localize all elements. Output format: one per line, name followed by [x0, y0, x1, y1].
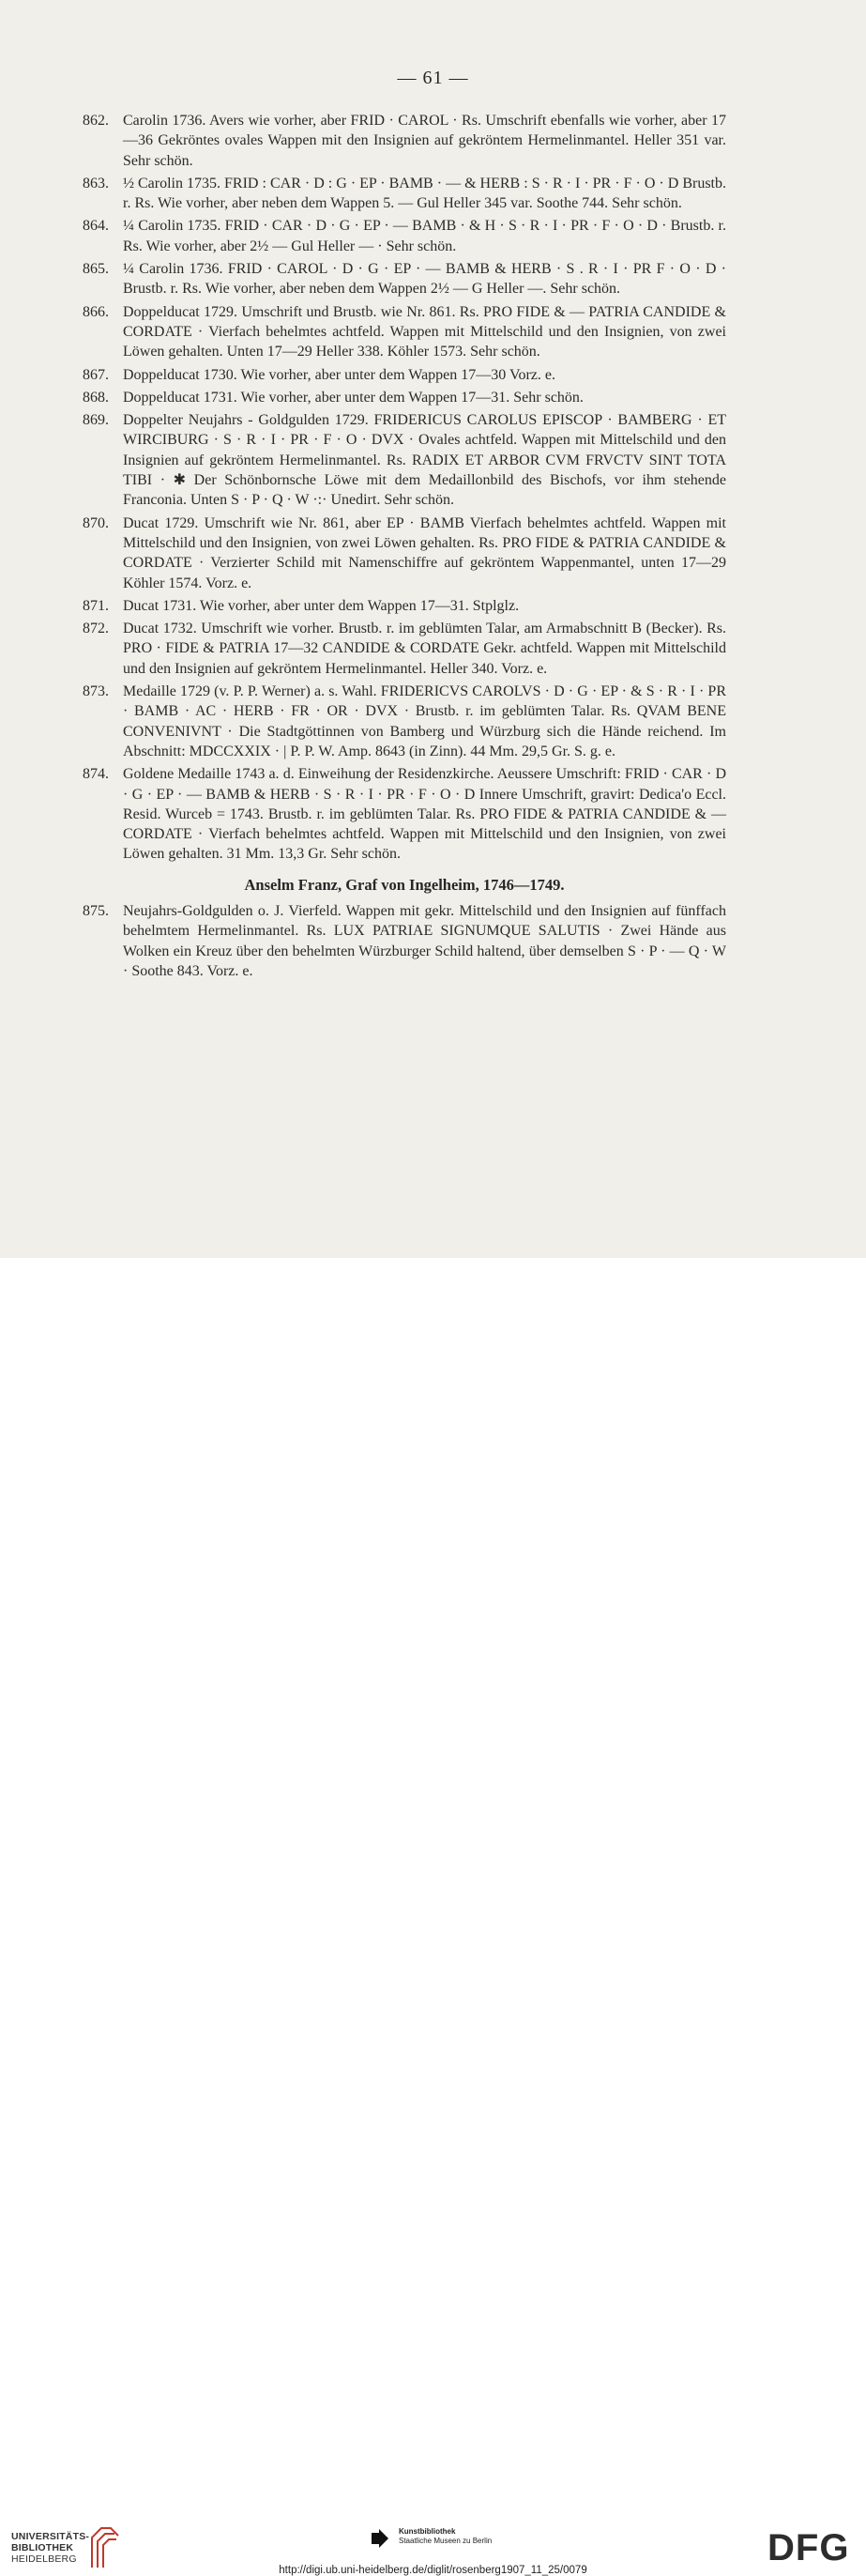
entry-number: 867. — [83, 366, 109, 383]
entry-text: Doppelducat 1730. Wie vorher, aber unter dem Wappen 17—30 Vorz. e. — [123, 366, 556, 383]
university-library-text — [11, 2531, 89, 2565]
entry-text: Medaille 1729 (v. P. P. Werner) a. s. Wahl. FRIDERICVS CAROLVS · D · G · EP · & S · R · I · PR · BAMB · AC · HERB · FR · OR · DVX · Brustb. r. im geblümten Talar. Rs. QVAM BENE CONVENIVNT · Die Stadtgöttinnen von Bamberg und Würzburg sich die Hände reichend. Im Abschnitt: MDCCXXIX · | P. P. W. Amp. 8643 (in Zinn). 44 Mm. 29,5 Gr. S. g. e. — [123, 683, 726, 759]
entry-number: 864. — [83, 218, 109, 235]
entry-number: 868. — [83, 389, 109, 406]
catalog-entry — [83, 216, 726, 256]
entry-text: Ducat 1732. Umschrift wie vorher. Brustb. r. im geblümten Talar, am Armabschnitt B (Becker). Rs. PRO · FIDE & PATRIA 17—32 CANDIDE & CORDATE Gekr. achtfeld. Wappen mit Mittelschild und den Insignien auf gekröntem Hermelinmantel. Heller 340. Vorz. e. — [123, 621, 726, 677]
entry-number: 873. — [83, 683, 109, 700]
entry-text: Ducat 1729. Umschrift wie Nr. 861, aber EP · BAMB Vierfach behelmtes achtfeld. Wappen mit Mittelschild und den Insignien, von zwei Löwen gehalten. Rs. PRO FIDE & PATRIA CANDIDE & CORDATE · Verzierter Schild mit Namenschiffre auf gekröntem Wappenmantel, unten 17—29 Köhler 1574. Vorz. e. — [123, 514, 726, 591]
catalog-entry — [83, 682, 726, 761]
footer-bar — [0, 1258, 866, 2576]
entry-text: Doppelducat 1731. Wie vorher, aber unter dem Wappen 17—31. Sehr schön. — [123, 389, 584, 406]
entry-number: 866. — [83, 303, 109, 320]
catalog-entry — [83, 365, 726, 385]
kunstbibliothek-text — [399, 2527, 492, 2546]
entry-number: 872. — [83, 621, 109, 637]
entry-text: Goldene Medaille 1743 a. d. Einweihung der Residenzkirche. Aeussere Umschrift: FRID · CAR · D · G · EP · — BAMB & HERB · S · R · I · PR · F · O · D Innere Umschrift, gravirt: Dedica'o Eccl. Resid. Wurceb = 1743. Brustb. r. im geblümten Talar. Rs. PRO FIDE & PATRIA CANDIDE & — CORDATE · Vierfach behelmtes achtfeld. Wappen mit Mittelschild und den Insignien, von zwei Löwen gehalten. 31 Mm. 13,3 Gr. Sehr schön. — [123, 766, 726, 863]
catalog-entry — [83, 259, 726, 299]
catalog-content — [83, 111, 726, 984]
entry-number: 871. — [83, 597, 109, 614]
entry-text: Carolin 1736. Avers wie vorher, aber FRID · CAROL · Rs. Umschrift ebenfalls wie vorher, aber 17—36 Gekröntes ovales Wappen mit den Insignien auf gekröntem Hermelinmantel. Heller 351 var. Sehr schön. — [123, 113, 726, 169]
section-heading: Anselm Franz, Graf von Ingelheim, 1746—1749. — [244, 875, 565, 894]
entry-text: Neujahrs-Goldgulden o. J. Vierfeld. Wappen mit gekr. Mittelschild und den Insignien auf fünffach behelmtem Hermelinmantel. Rs. LUX PATRIAE SIGNUMQUE SALUTIS · Zwei Hände aus Wolken ein Kreuz über den behelmten Würzburger Schild haltend, über demselben S · P · — Q · W · Soothe 843. Vorz. e. — [123, 902, 726, 979]
entry-number: 870. — [83, 514, 109, 531]
entry-text: Ducat 1731. Wie vorher, aber unter dem Wappen 17—31. Stplglz. — [123, 597, 520, 614]
entry-text: Doppelducat 1729. Umschrift und Brustb. wie Nr. 861. Rs. PRO FIDE & — PATRIA CANDIDE & CORDATE · Vierfach behelmtes achtfeld. Wappen mit Mittelschild und den Insignien, von zwei Löwen gehalten. Unten 17—29 Heller 338. Köhler 1573. Sehr schön. — [123, 303, 726, 360]
catalog-entry — [83, 764, 726, 864]
entry-number: 875. — [83, 902, 109, 919]
kunstbibliothek-logo-icon — [370, 2527, 390, 2552]
catalog-entry — [83, 410, 726, 510]
catalog-entry — [83, 514, 726, 593]
entry-text: ½ Carolin 1735. FRID : CAR · D : G · EP · BAMB · — & HERB : S · R · I · PR · F · O · D Brustb. r. Rs. Wie vorher, aber neben dem Wappen 5. — Gul Heller 345 var. Soothe 744. Sehr schön. — [123, 175, 726, 212]
catalog-entry — [83, 388, 726, 407]
catalog-entry — [83, 174, 726, 214]
page-number: — 61 — — [397, 68, 469, 88]
entry-text: Doppelter Neujahrs - Goldgulden 1729. FRIDERICUS CAROLUS EPISCOP · BAMBERG · ET WIRCIBURG · S · R · I · PR · F · O · DVX · Ovales achtfeld. Wappen mit Mittelschild und den Insignien auf gekröntem Hermelinmantel. Rs. RADIX ET ARBOR CVM FRVCTV SINT TOTA TIBI · ✱ Der Schönbornsche Löwe mit dem Medaillonbild des Bischofs, vor ihm stehende Franconia. Unten S · P · Q · W ·:· Unedirt. Sehr schön. — [123, 412, 726, 509]
entry-number: 863. — [83, 175, 109, 192]
catalog-entry — [83, 901, 726, 981]
university-line-3: HEIDELBERG — [11, 2553, 77, 2565]
ksb-line-2: Staatliche Museen zu Berlin — [399, 2537, 493, 2545]
scanned-page — [0, 0, 866, 1258]
entry-number: 869. — [83, 412, 109, 429]
source-url[interactable]: http://digi.ub.uni-heidelberg.de/diglit/rosenberg1907_11_25/0079 — [279, 2565, 587, 2576]
ksb-line-1: Kunstbibliothek — [399, 2527, 456, 2536]
catalog-entry — [83, 302, 726, 362]
entry-text: ¼ Carolin 1736. FRID · CAROL · D · G · EP · — BAMB & HERB · S . R · I · PR F · O · D · Brustb. r. Rs. Wie vorher, aber neben dem Wappen 2½ — G Heller —. Sehr schön. — [123, 261, 726, 298]
entries-list-1 — [83, 111, 726, 865]
catalog-entry — [83, 111, 726, 171]
entries-list-2 — [83, 901, 726, 981]
catalog-entry — [83, 619, 726, 679]
entry-number: 865. — [83, 261, 109, 278]
catalog-entry — [83, 596, 726, 616]
entry-number: 874. — [83, 766, 109, 783]
university-line-1: UNIVERSITÄTS- — [11, 2531, 90, 2542]
entry-number: 862. — [83, 113, 109, 129]
university-line-2: BIBLIOTHEK — [11, 2542, 74, 2553]
entry-text: ¼ Carolin 1735. FRID · CAR · D · G · EP · — BAMB · & H · S · R · I · PR · F · O · D · Brustb. r. Rs. Wie vorher, aber 2½ — Gul Heller — · Sehr schön. — [123, 218, 726, 254]
dfg-logo: DFG — [767, 2527, 850, 2568]
